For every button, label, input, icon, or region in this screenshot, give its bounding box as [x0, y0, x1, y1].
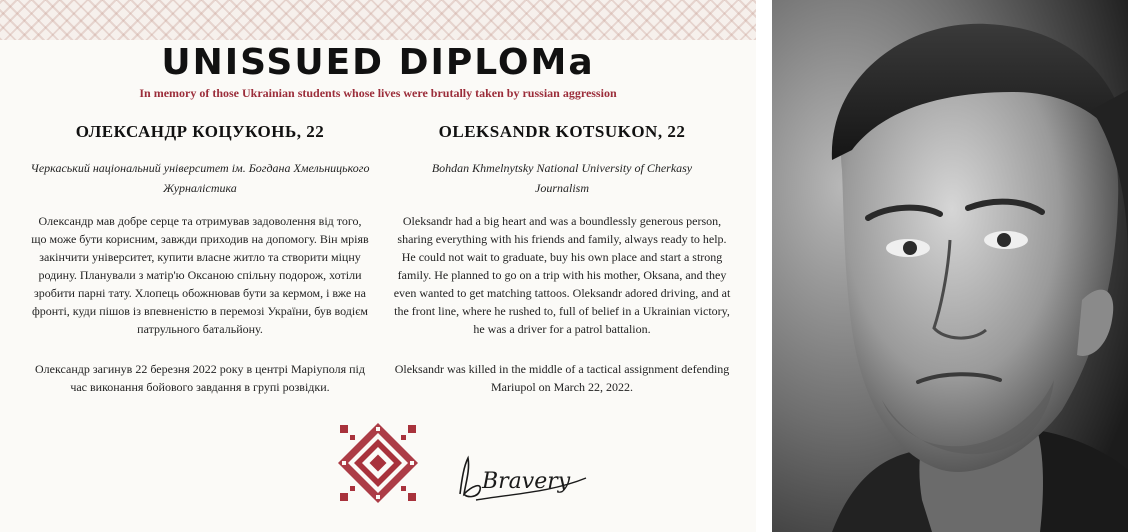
english-column	[392, 122, 732, 396]
biography-en: Oleksandr had a big heart and was a boundlessly generous person, sharing everything with his friends and family, always ready to help. He could not wait to graduate, buy his own place and start a strong family. He planned to go on a trip with his mother, Oksana, and they even wanted to get matching tattoos. Oleksandr adored driving, and at the front line, where he rushed to, full of belief in a Ukrainian victory, he was a driver for a patrol battalion.	[393, 214, 731, 336]
diploma-title: UNISSUED DIPLOMa	[161, 42, 595, 83]
university-en: Bohdan Khmelnytsky National University of Cherkasy	[431, 161, 693, 175]
embroidery-emblem-icon	[336, 421, 420, 505]
death-note-ua: Олександр загинув 22 березня 2022 року в центрі Маріуполя під час виконання бойового завдання в групі розвідки.	[35, 362, 365, 394]
biography-ua: Олександр мав добре серце та отримував задоволення від того, що може бути корисним, завжди приходив на допомогу. Він мріяв закінчити університет, купити власне житло та створити міцну родину. Планували з матір'ю Оксаною спільну подорож, хотіли зробити парні тату. Хлопець обожнював бути за кермом, і вже на фронті, куди пішов із впевненістю в перемозі України, був водієм патрульного батальйону.	[31, 214, 369, 336]
signature-bravery	[452, 448, 592, 508]
signature-text: Bravery	[482, 469, 571, 494]
portrait-photo	[772, 0, 1128, 532]
ukrainian-column	[30, 122, 370, 396]
student-name-ua: ОЛЕКСАНДР КОЦУКОНЬ, 22	[75, 122, 325, 141]
diploma-subtitle: In memory of those Ukrainian students whose lives were brutally taken by russian aggression	[139, 86, 617, 100]
panel-divider	[756, 0, 772, 532]
ornament-border	[0, 0, 756, 40]
faculty-en: Journalism	[535, 181, 589, 195]
student-name-en: OLEKSANDR KOTSUKON, 22	[438, 122, 686, 141]
faculty-ua: Журналістика	[163, 181, 237, 195]
death-note-en: Oleksandr was killed in the middle of a tactical assignment defending Mariupol on March 22, 2022.	[394, 362, 730, 394]
university-ua: Черкаський національний університет ім. Богдана Хмельницького	[30, 161, 370, 175]
